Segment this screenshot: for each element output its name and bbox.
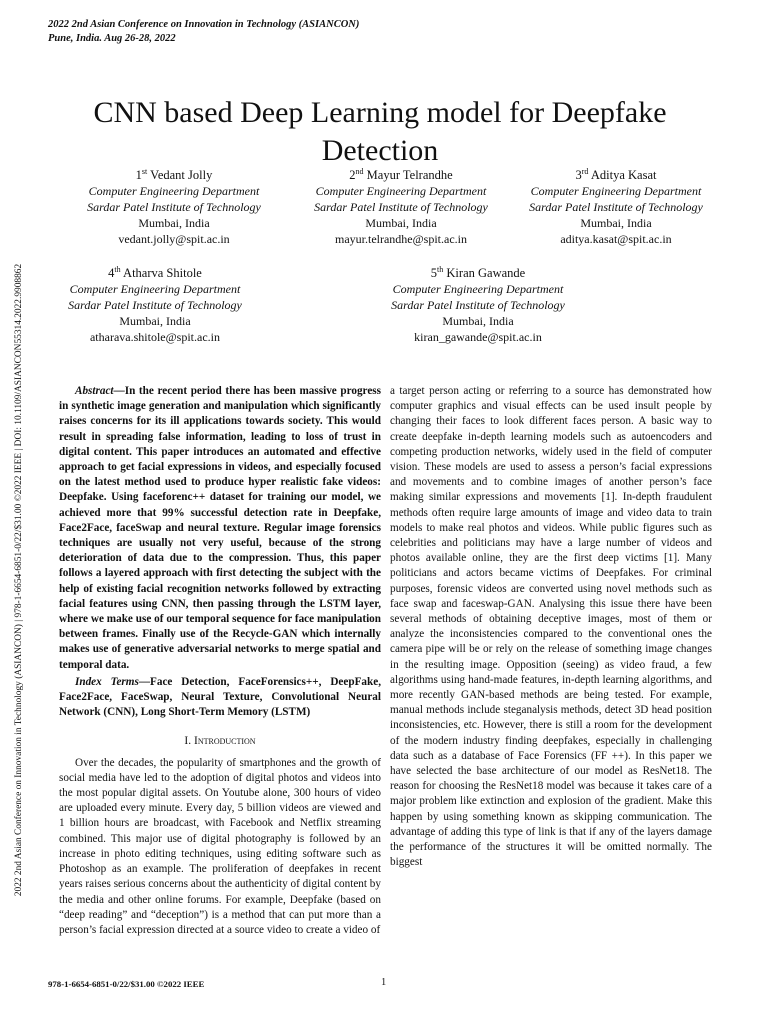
author-institute: Sardar Patel Institute of Technology (68, 298, 242, 313)
left-column (59, 384, 381, 938)
right-column (390, 384, 712, 871)
doi-sidebar: 2022 2nd Asian Conference on Innovation in Technology (ASIANCON) | 978-1-6654-6851-0/22/$31.00 ©2022 IEEE | DOI: 10.1109/ASIANCON55314.2022.9908862 (14, 263, 24, 897)
paper-title: CNN based Deep Learning model for Deepfake Detection (93, 96, 667, 168)
author-institute: Sardar Patel Institute of Technology (87, 200, 261, 215)
author-block (501, 164, 731, 247)
author-city: Mumbai, India (442, 314, 514, 329)
author-email: mayur.telrandhe@spit.ac.in (334, 232, 467, 247)
author-email: aditya.kasat@spit.ac.in (560, 232, 672, 247)
author-department: Computer Engineering Department (530, 184, 702, 199)
author-department: Computer Engineering Department (69, 282, 241, 297)
author-department: Computer Engineering Department (392, 282, 564, 297)
author-city: Mumbai, India (119, 314, 191, 329)
abstract-text: —In the recent period there has been massive progress in synthetic image generation and manipulation which significantly raises concerns for its ill applications towards society. This would result in spreading false information, leading to loss of trust in digital content. This paper introduces an automated and effective approach to get facial expressions in videos, and especially focused on the latest method used to produce hyper realistic fake videos: Deepfake. Using faceforenc++ dataset for training our model, we achieved more that 99% successful detection rate in Deepfake, Face2Face, faceSwap and neural texture. Regular image forensics techniques are usually not very useful, because of the strong deterioration of data due to the compression. Thus, this paper follows a layered approach with first detecting the subject with the help of existing facial recognition networks followed by extracting facial features using CNN, then passing through the LSTM layer, where we make use of our temporal sequence for face manipulation between frames. Finally use of the Recycle-GAN which internally makes use of generative adversarial networks to merge spatial and temporal data. (59, 385, 381, 671)
author-name: 4th Atharva Shitole (108, 265, 202, 281)
author-email: kiran_gawande@spit.ac.in (414, 330, 542, 345)
abstract-label: Abstract (75, 385, 114, 397)
author-department: Computer Engineering Department (315, 184, 487, 199)
index-terms-label: Index Terms (75, 675, 139, 688)
intro-paragraph-continued: a target person acting or referring to a source has demonstrated how computer graphics and visual effects can be used insult people by changing their faces to look different faces person. A basic way to create deepfake in-depth learning models such as autoencoders and competing production networks, widely used in the field of computer vision. These models are used to assess a person’s facial expressions and movements and to combine images of another person’s face making similar expressions and movements [1]. In-depth fraudulent methods often require large amounts of image and video data to train models to make real photos and videos. While public figures such as celebrities and politicians may have a large number of videos and photos available online, they are the first deep victims [1]. Many politicians and actors became victims of Deepfakes. For criminal purposes, forensic videos are converted using novel methods such as face swap and faceswap-GAN. Analysing this issue there have been several methods of obtaining deceptive images, most of them or analyze the inconsistencies compared to the conventional ones the camera pipe will be or rely on the release of something image changes in the resulting image. Opposition (seeing) as video fraud, a few algorithms using hand-made features, in-depth learning algorithms, and more recently GAN-based methods are being tested. For example, manual methods include steganalysis methods, detect 3D head position inconsistencies, etc. However, there is still a room for the development of the modern industry finding deepfakes, especially in challenging data such as a database of Face Forensics (FF ++). In this paper we have selected the base architecture of our model as ResNet18. The reason for choosing the ResNet18 model was because it takes care of a major problem like extinction and explosion of the gradient. Make this happen by using something known as skipping communication. The advantage of adding this type of link is that if any of the layers damage the performance of the structures it will be omitted normally. The biggest (390, 385, 712, 869)
author-department: Computer Engineering Department (88, 184, 260, 199)
author-name: 5th Kiran Gawande (430, 265, 526, 281)
author-city: Mumbai, India (580, 216, 652, 231)
author-email: atharava.shitole@spit.ac.in (89, 330, 220, 345)
author-email: vedant.jolly@spit.ac.in (118, 232, 230, 247)
author-block (363, 262, 593, 345)
author-block (40, 262, 270, 345)
page-number: 1 (381, 977, 387, 988)
index-terms-text: —Face Detection, FaceForensics++, DeepFake, Face2Face, FaceSwap, Neural Texture, Convolutional Neural Network (CNN), Long Short-Term Memory (LSTM) (59, 675, 381, 719)
conference-name: 2022 2nd Asian Conference on Innovation in Technology (ASIANCON) (48, 19, 360, 30)
author-institute: Sardar Patel Institute of Technology (314, 200, 488, 215)
author-institute: Sardar Patel Institute of Technology (529, 200, 703, 215)
conference-location-date: Pune, India. Aug 26-28, 2022 (48, 33, 176, 44)
abstract (59, 384, 381, 673)
author-name: 2nd Mayur Telrandhe (349, 167, 453, 183)
conference-header (48, 18, 359, 46)
author-city: Mumbai, India (138, 216, 210, 231)
copyright-footer: 978-1-6654-6851-0/22/$31.00 ©2022 IEEE (48, 979, 205, 989)
section-heading: I. Introduction (184, 735, 256, 748)
author-institute: Sardar Patel Institute of Technology (391, 298, 565, 313)
author-city: Mumbai, India (365, 216, 437, 231)
author-name: 3rd Aditya Kasat (575, 167, 657, 183)
author-block (59, 164, 289, 247)
index-terms (59, 675, 381, 721)
author-block (286, 164, 516, 247)
intro-paragraph: Over the decades, the popularity of smartphones and the growth of social media have led to the adoption of digital photos and videos into the most popular digital assets. On Youtube alone, 300 hours of video are uploaded every minute. Every day, 5 billion videos are viewed and 1 billion hours are broadcast, with Facebook and Netflix streaming combined. This major use of digital photography is followed by an increase in photo editing techniques, using editing software such as Photoshop as an example. The proliferation of deepfakes in recent years raises serious concerns about the authenticity of digital content by the media and other online forums. For example, Deepfake (based on “deep reading” and “deception”) is a method that can put more than a person’s facial expression directed at a source video to create a video of (59, 756, 381, 936)
author-name: 1st Vedant Jolly (135, 167, 213, 183)
